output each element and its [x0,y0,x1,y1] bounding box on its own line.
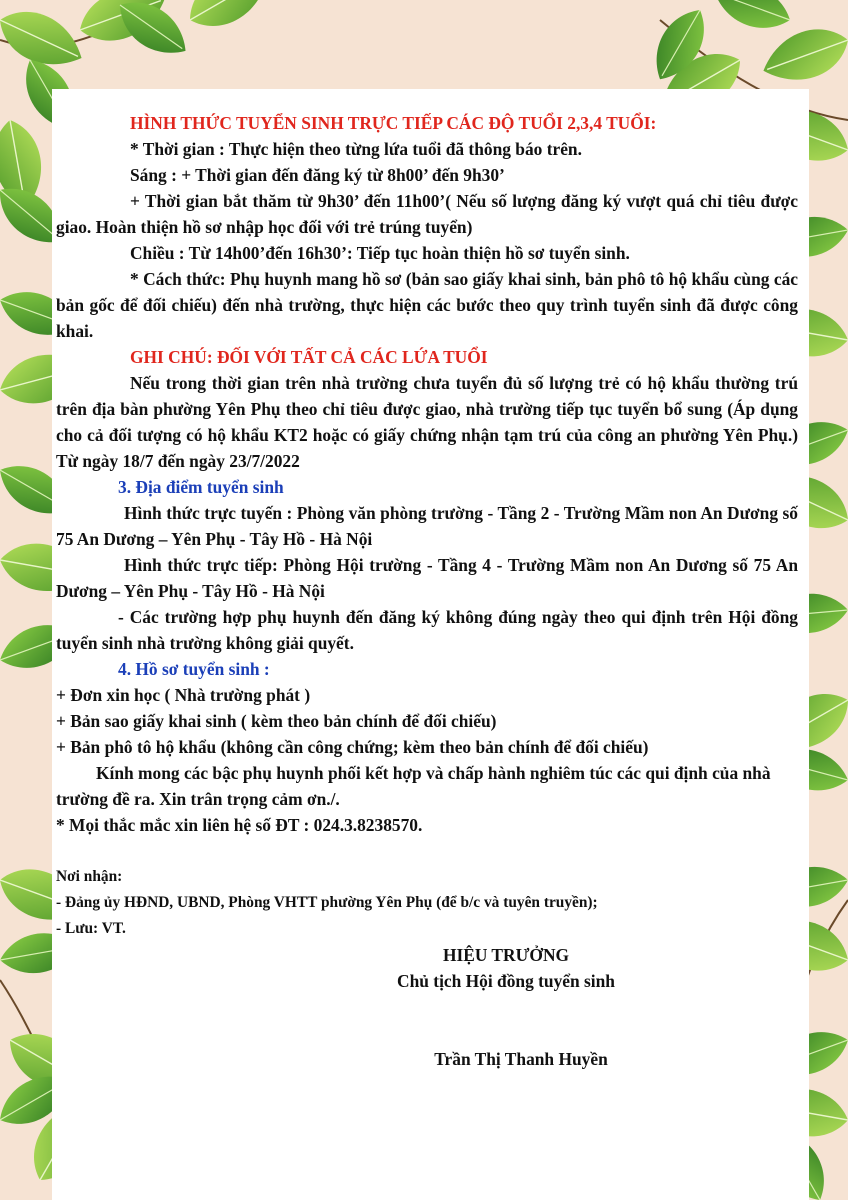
direct-admission-heading: HÌNH THỨC TUYỂN SINH TRỰC TIẾP CÁC ĐỘ TUỔI 2,3,4 TUỔI: [130,113,657,133]
direct-morning-line-1: Sáng : + Thời gian đến đăng ký từ 8h00’ đến 9h30’ [130,165,505,185]
direct-morning-line-2: + Thời gian bắt thăm từ 9h30’ đến 11h00’( Nếu số lượng đăng ký vượt quá chỉ tiêu được giao. Hoàn thiện hồ sơ nhập học đối với trẻ trúng tuyển) [56,191,798,237]
location-heading: 3. Địa điểm tuyển sinh [118,477,284,497]
contact-line: * Mọi thắc mắc xin liên hệ số ĐT : 024.3.8238570. [56,815,423,835]
signature-name: Trần Thị Thanh Huyền [434,1049,608,1069]
direct-time-line: * Thời gian : Thực hiện theo từng lứa tuổi đã thông báo trên. [130,139,582,159]
location-wrong-day-note: - Các trường hợp phụ huynh đến đăng ký không đúng ngày theo qui định trên Hội đồng tuyển sinh nhà trường không giải quyết. [56,607,798,653]
location-online: Hình thức trực tuyến : Phòng văn phòng trường - Tầng 2 - Trường Mầm non An Dương số 75 An Dương – Yên Phụ - Tây Hồ - Hà Nội [56,503,798,549]
signature-title: HIỆU TRƯỞNG [442,945,570,965]
signature-subtitle: Chủ tịch Hội đồng tuyển sinh [397,971,615,991]
location-offline: Hình thức trực tiếp: Phòng Hội trường - Tầng 4 - Trường Mầm non An Dương số 75 An Dương – Yên Phụ - Tây Hồ - Hà Nội [56,555,798,601]
documents-heading: 4. Hồ sơ tuyển sinh : [118,659,270,679]
direct-method-paragraph: * Cách thức: Phụ huynh mang hồ sơ (bản sao giấy khai sinh, bản phô tô hộ khẩu cùng các bản gốc để đối chiếu) đến nhà trường, thực hiện các bước theo quy trình tuyển sinh đã được công khai. [56,269,798,341]
documents-request: Kính mong các bậc phụ huynh phối kết hợp và chấp hành nghiêm túc các qui định của nhà trường đề ra. Xin trân trọng cảm ơn./. [56,763,771,809]
recipients-label: Nơi nhận: [56,868,123,885]
document-body [56,110,798,1072]
recipients-item: - Lưu: VT. [56,920,126,937]
documents-item: + Bản phô tô hộ khẩu (không cần công chứng; kèm theo bản chính để đối chiếu) [56,737,649,757]
recipients-item: - Đảng ủy HĐND, UBND, Phòng VHTT phường Yên Phụ (để b/c và tuyên truyền); [56,894,598,911]
documents-item: + Bản sao giấy khai sinh ( kèm theo bản chính để đối chiếu) [56,711,497,731]
note-paragraph: Nếu trong thời gian trên nhà trường chưa tuyển đủ số lượng trẻ có hộ khẩu thường trú trên địa bàn phường Yên Phụ theo chỉ tiêu được giao, nhà trường tiếp tục tuyển bổ sung (Áp dụng cho cả đối tượng có hộ khẩu KT2 hoặc có giấy chứng nhận tạm trú của công an phường Yên Phụ.) Từ ngày 18/7 đến ngày 23/7/2022 [56,373,798,471]
documents-item: + Đơn xin học ( Nhà trường phát ) [56,685,311,705]
signature-block [356,942,656,1072]
note-heading: GHI CHÚ: ĐỐI VỚI TẤT CẢ CÁC LỨA TUỔI [130,347,488,367]
direct-afternoon-line: Chiều : Từ 14h00’đến 16h30’: Tiếp tục hoàn thiện hồ sơ tuyển sinh. [130,243,630,263]
